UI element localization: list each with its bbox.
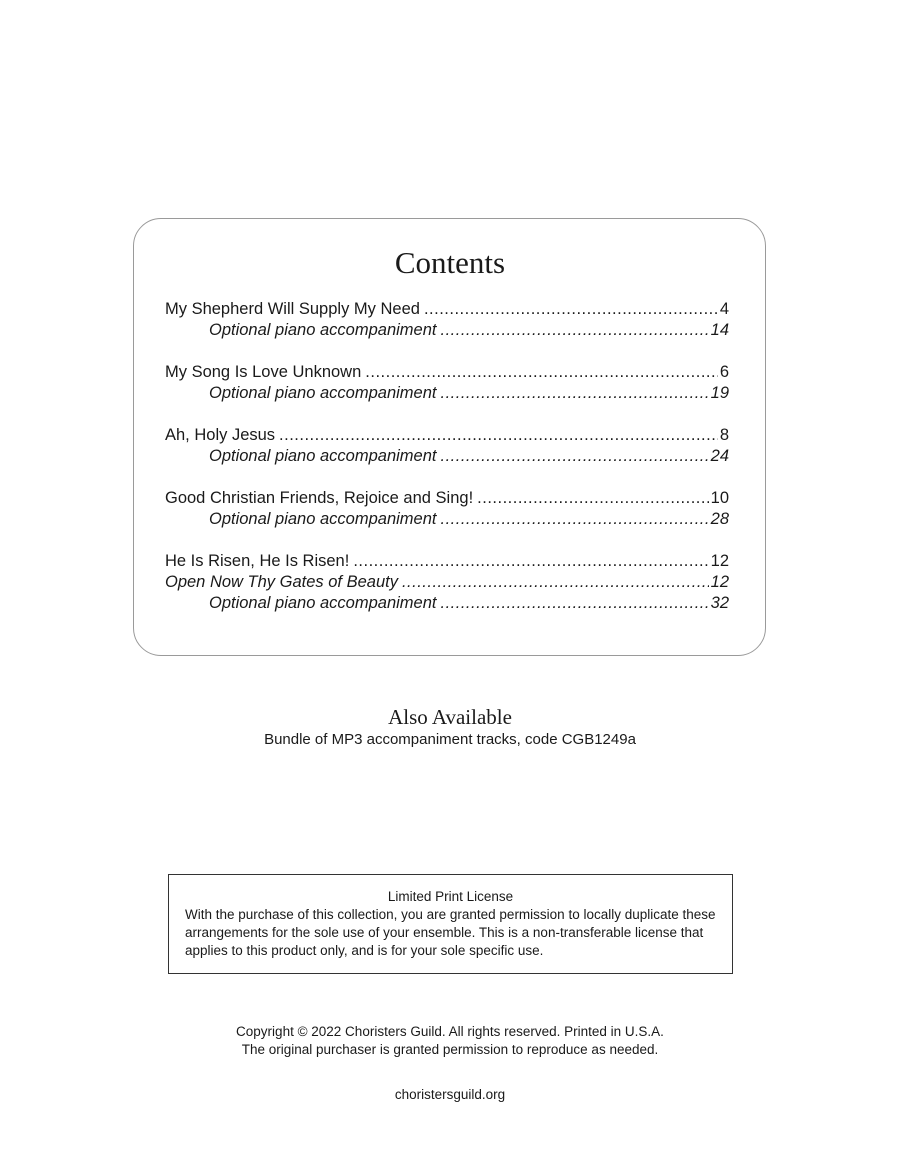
toc-entry-title: My Song Is Love Unknown [165,363,362,381]
toc-subentry-page: 19 [710,384,729,402]
toc-entry-title: Good Christian Friends, Rejoice and Sing! [165,489,474,507]
toc-subentry-title: Optional piano accompaniment [209,594,437,612]
license-body: With the purchase of this collection, you are granted permission to locally duplicate these arrangements for the sole use of your ensemble. This is a non-transferable license that applies to this product only, and is for your sole specific use. [185,907,716,958]
toc-group [165,362,729,404]
dot-leader [477,488,708,509]
toc-entry [165,299,729,320]
toc-group [165,425,729,467]
dot-leader [365,362,718,383]
website-link[interactable]: choristersguild.org [394,1087,506,1102]
toc-subentry-title: Optional piano accompaniment [209,384,437,402]
also-available-text: Bundle of MP3 accompaniment tracks, code CGB1249a [264,731,636,748]
copyright-line: Copyright © 2022 Choristers Guild. All rights reserved. Printed in U.S.A. [236,1024,664,1039]
table-of-contents [165,299,729,635]
contents-title: Contents [394,245,506,280]
dot-leader [424,299,718,320]
toc-subentry-page: 32 [710,594,729,612]
toc-subentry [165,446,729,467]
toc-subentry [165,320,729,341]
license-title: Limited Print License [387,889,514,904]
copyright-notice [0,1023,900,1059]
toc-entry-page: 6 [719,363,729,381]
toc-entry-page: 10 [710,489,729,507]
toc-entry [165,572,729,593]
toc-subentry-title: Optional piano accompaniment [209,321,437,339]
toc-subentry [165,383,729,404]
toc-group [165,551,729,614]
toc-entry [165,488,729,509]
also-available-heading: Also Available [388,705,512,729]
toc-subentry-title: Optional piano accompaniment [209,510,437,528]
toc-entry-title: He Is Risen, He Is Risen! [165,552,350,570]
dot-leader [440,593,708,614]
toc-subentry-page: 14 [710,321,729,339]
toc-entry [165,425,729,446]
dot-leader [440,509,708,530]
toc-subentry-title: Optional piano accompaniment [209,447,437,465]
toc-entry-page: 12 [710,573,729,591]
toc-subentry [165,593,729,614]
toc-entry [165,362,729,383]
dot-leader [440,446,708,467]
toc-group [165,299,729,341]
toc-group [165,488,729,530]
toc-entry [165,551,729,572]
dot-leader [440,383,708,404]
toc-entry-page: 4 [719,300,729,318]
toc-entry-title: Open Now Thy Gates of Beauty [165,573,398,591]
reproduction-notice: The original purchaser is granted permission to reproduce as needed. [241,1042,659,1057]
toc-entry-title: My Shepherd Will Supply My Need [165,300,420,318]
dot-leader [440,320,708,341]
toc-subentry-page: 24 [710,447,729,465]
toc-entry-page: 12 [710,552,729,570]
toc-entry-page: 8 [719,426,729,444]
dot-leader [402,572,709,593]
license-box [168,874,733,974]
toc-subentry [165,509,729,530]
toc-subentry-page: 28 [710,510,729,528]
dot-leader [279,425,718,446]
toc-entry-title: Ah, Holy Jesus [165,426,276,444]
dot-leader [353,551,708,572]
